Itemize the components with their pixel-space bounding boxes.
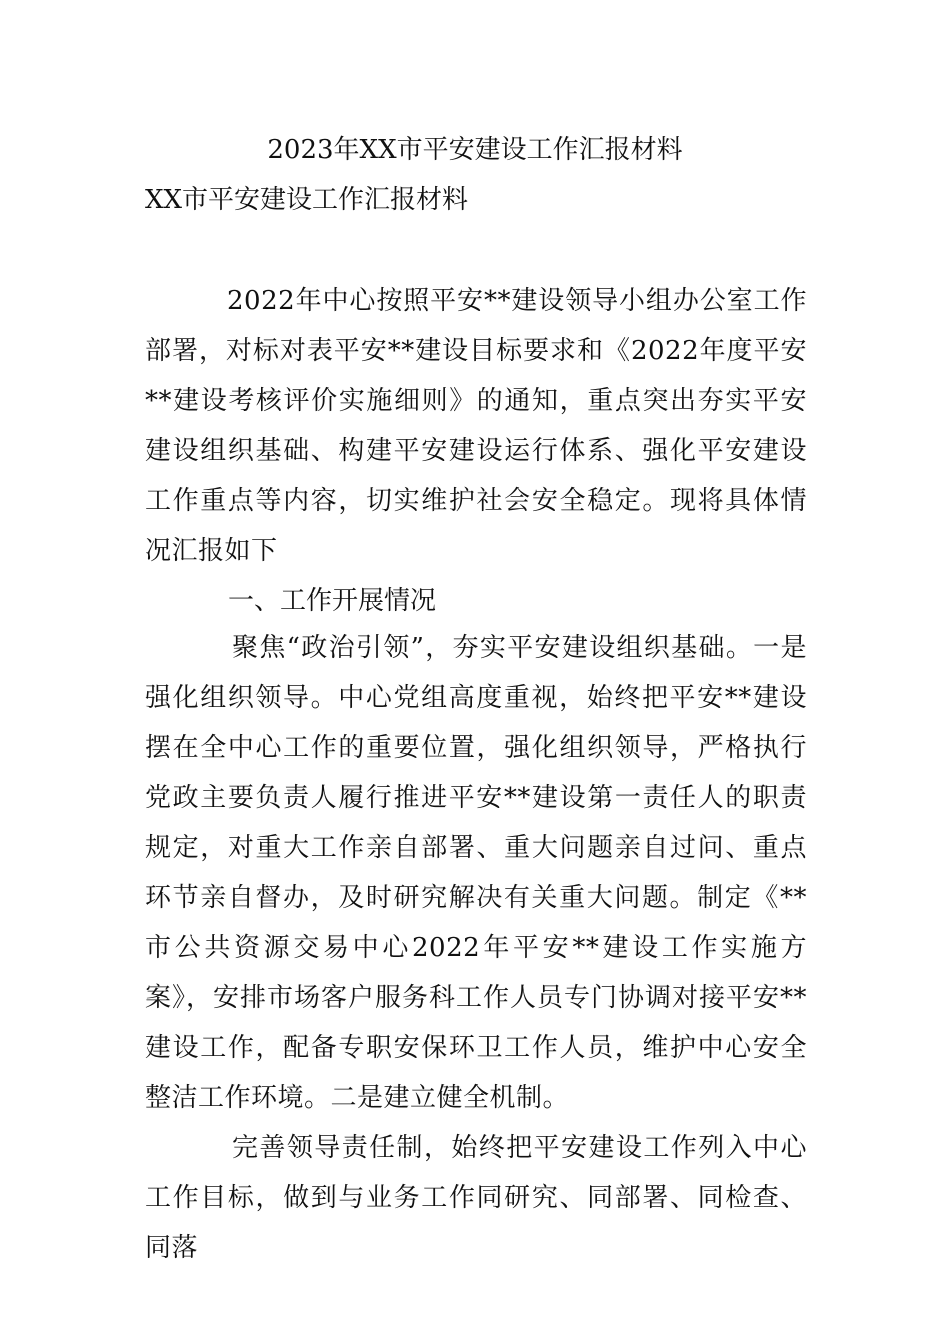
- body-paragraph: 完善领导责任制，始终把平安建设工作列入中心工作目标，做到与业务工作同研究、同部署、同检查、同落: [145, 1133, 807, 1263]
- section-heading: 一、工作开展情况: [228, 586, 437, 616]
- document-subtitle: XX市平安建设工作汇报材料: [145, 185, 469, 215]
- document-title: 2023年XX市平安建设工作汇报材料: [267, 135, 683, 165]
- intro-paragraph: 2022年中心按照平安**建设领导小组办公室工作部署，对标对表平安**建设目标要求和《2022年度平安**建设考核评价实施细则》的通知，重点突出夯实平安建设组织基础、构建平安建设运行体系、强化平安建设工作重点等内容，切实维护社会安全稳定。现将具体情况汇报如下: [145, 286, 807, 566]
- body-paragraph: 聚焦“政治引领”，夯实平安建设组织基础。一是强化组织领导。中心党组高度重视，始终把平安**建设摆在全中心工作的重要位置，强化组织领导，严格执行党政主要负责人履行推进平安**建设第一责任人的职责规定，对重大工作亲自部署、重大问题亲自过问、重点环节亲自督办，及时研究解决有关重大问题。制定《**市公共资源交易中心2022年平安**建设工作实施方案》，安排市场客户服务科工作人员专门协调对接平安**建设工作，配备专职安保环卫工作人员，维护中心安全整洁工作环境。二是建立健全机制。: [145, 633, 807, 1113]
